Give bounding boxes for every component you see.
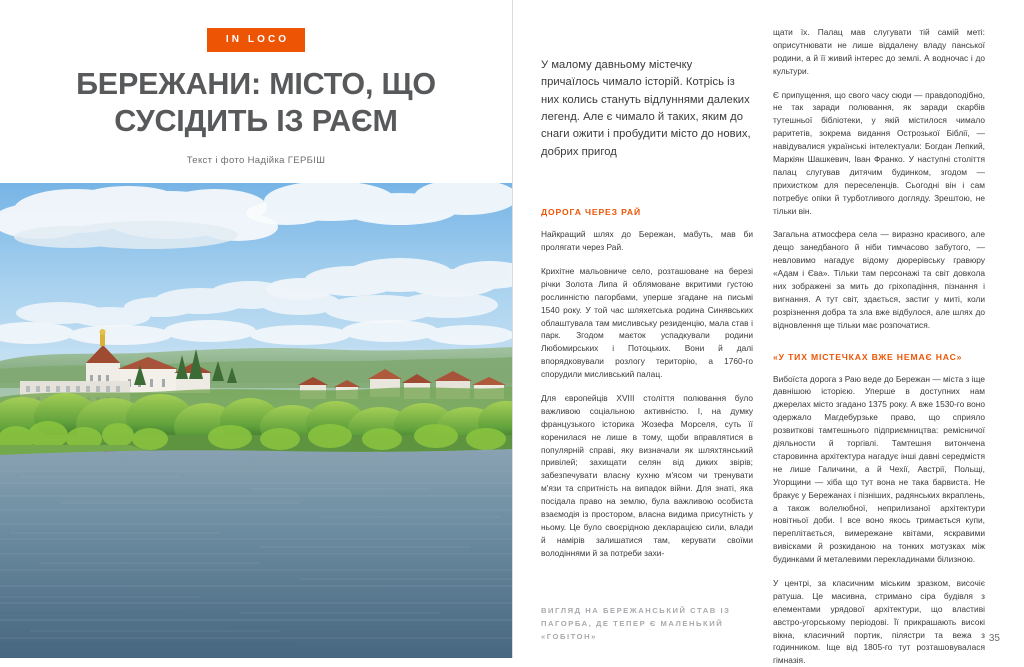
left-page xyxy=(0,0,512,658)
page-divider xyxy=(512,0,513,658)
standfirst: У малому давньому містечку причаїлось чимало історій. Котрісь із них колись стануть відлуннями далеких легенд. Але є чимало й таких, яким до снаги ожити і пробудити місто до нових, добрих пригод xyxy=(541,59,751,158)
body-paragraph: Для європейців XVIII століття полювання було важливою соціальною активністю. І, на думку французького історика Жозефа Морселя, суть її коренилася не лише в тому, щоби вправлятися в популярній справі, яку визначали як шляхтянський привілей; захищати селян від диких звірів; забезпечувати власну кухню м'ясом чи тренувати м'язи та спритність на випадок війни. Для знаті, яка посідала право на землю, була важливою особиста взаємодія із простором, власна видима присутність у ньому. Це було своєрідною декларацією сили, влади й намірів залишатися там, керувати своїми володіннями й за потреби захи- xyxy=(541,392,753,558)
body-paragraph: щати їх. Палац мав слугувати тій самій меті: оприсутнювати не лише віддалену владу панської родини, а й її живий інтерес до землі. А водночас і до культури. xyxy=(773,27,985,76)
photo-illustration xyxy=(0,183,512,658)
page-title: БЕРЕЖАНИ: МІСТО, ЩО СУСІДИТЬ ІЗ РАЄМ xyxy=(76,67,436,138)
body-paragraph: Є припущення, що свого часу сюди — правдоподібно, не так заради полювання, як заради скарбів тутешньої бібліотеки, у якій містилося чимало раритетів, зокрема видання Острозької Біблії, — навідувалися українські інтелектуали: Богдан Лепкий, Маркіян Шашкевич, Іван Франко. У наступні століття палац слугував дитячим будинком, згодом — прихистком для переселенців. Сьогодні він і сам потребує опіки й турботливого догляду. Зрештою, не тільки він. xyxy=(773,89,985,216)
subhead-doroha-cherez-rai: ДОРОГА ЧЕРЕЗ РАЙ xyxy=(541,207,641,218)
body-paragraph: Вибоїста дорога з Раю веде до Бережан — міста з іще давнішою історією. Уперше в доступних нам джерелах місто згадано 1375 року. А вже 1530-го воно одержало Магдебурзьке право, що сприяло розвиткові тамтешнього підприємництва: ремісничої діяльности й торгівлі. Тамтешня витончена старовинна архітектура нагадує інші давні середмістя не лише Галичини, а й Чехії, Австрії, Польщі, Угорщини — хіба що тут вона не така барвиста. Не бракує у Бережанах і пізніших, радянських вкраплень, а також волелюбної, неприлизаної архітектури новітньої доби. І все воно якось тримається купи, переплітається, вимережане квітами, яскравими вивісками й розкиданою на тонких мотузках між будинками й металевими перекладинами білизною. xyxy=(773,373,986,565)
text-column-middle xyxy=(541,0,753,658)
subhead-u-tykh-mistechkakh: «У ТИХ МІСТЕЧКАХ ВЖЕ НЕМАЄ НАС» xyxy=(773,351,963,362)
kicker-badge: IN LOCO xyxy=(207,28,305,52)
text-column-right xyxy=(773,0,986,666)
page-number: 35 xyxy=(988,633,1000,644)
body-paragraph: У центрі, за класичним міським зразком, височіє ратуша. Це масивна, стримано сіра будівля з елементами урядової архітектури, що властиві австро-угорському періодові. Її прикрашають високі вікна, класичний портик, пілястри та вежа з годинником. Іще від 1805-го тут розташовувалася гімназія. xyxy=(773,577,985,666)
masthead xyxy=(0,0,512,183)
body-paragraph: Крихітне мальовниче село, розташоване на березі річки Золота Липа й облямоване вкритими густою рослинністю пагорбами, уперше згадане на письмі 1540 року. У той час шляхетська родина Синявських облаштувала там мисливську резиденцію, мала став і парк. Згодом маєток успадкували родини Любомирських і Потоцьких. Вони й далі впорядковували розлогу територію, а 1760-го спорудили мисливський палац. xyxy=(541,265,753,380)
photo-caption: ВИГЛЯД НА БЕРЕЖАНСЬКИЙ СТАВ ІЗ ПАГОРБА, ДЕ ТЕПЕР Є МАЛЕНЬКИЙ «ГОБІТОН» xyxy=(541,606,731,642)
article-photo xyxy=(0,183,512,658)
body-paragraph: Загальна атмосфера села — виразно красивого, але дещо занедбаного й ніби тимчасово забутого, — невловимо нагадує відому дюрерівську гравюру «Адам і Єва». Тільки там персонажі та світ довкола них зображені за мить до гріхопадіння, пізнання і вигнання. А тут світ, здається, застиг у миті, коли розрізнення добра та зла вже відбулося, але шлях до відновлення ще тільки має розпочатися. xyxy=(773,229,985,330)
body-paragraph: Найкращий шлях до Бережан, мабуть, мав би пролягати через Рай. xyxy=(541,229,753,253)
byline: Текст і фото Надійка ГЕРБІШ xyxy=(186,155,326,167)
